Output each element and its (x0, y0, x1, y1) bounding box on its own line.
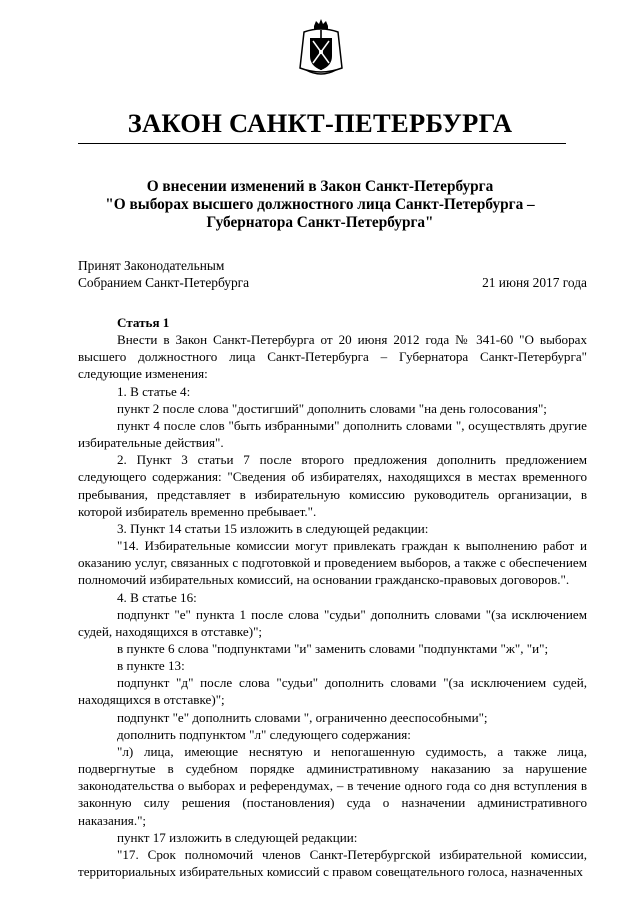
subtitle-line: О внесении изменений в Закон Санкт-Петербурга (146, 178, 494, 195)
paragraph: пункт 2 после слова "достигший" дополнить словами "на день голосования"; (117, 400, 547, 416)
article-body (78, 314, 587, 880)
paragraph: пункт 4 после слов "быть избранными" дополнить словами ", осуществлять другие избирательные действия". (78, 417, 587, 451)
paragraph: подпункт "д" после слова "судьи" дополнить словами "(за исключением судей, находящихся в отставке)"; (78, 675, 587, 708)
adoption-date: 21 июня 2017 года (482, 275, 587, 290)
article-heading: Статья 1 (117, 315, 170, 330)
law-title: ЗАКОН САНКТ-ПЕТЕРБУРГА (127, 108, 513, 138)
paragraph: Внести в Закон Санкт-Петербурга от 20 июня 2012 года № 341-60 "О выборах высшего должностного лица Санкт-Петербурга – Губернатора Санкт-Петербурга" следующие изменения: (78, 332, 587, 382)
paragraph: "14. Избирательные комиссии могут привлекать граждан к выполнению работ и оказанию услуг, связанных с подготовкой и проведением выборов, а также с обеспечением полномочий избирательных комиссий, на основании гражданско-правовых договоров.". (78, 538, 587, 588)
adoption-body (78, 257, 249, 291)
adoption-line: Собранием Санкт-Петербурга (78, 275, 250, 290)
paragraph: подпункт "е" пункта 1 после слова "судьи" дополнить словами "(за исключением судей, находящихся в отставке)"; (78, 606, 587, 639)
paragraph: "л) лица, имеющие неснятую и непогашенную судимость, а также лица, подвергнутые в судебном порядке административному наказанию за нарушение законодательства о выборах и референдумах, – в течение одного года со дня вступления в законную силу решения (постановления) суда о назначении административного наказания."; (78, 743, 587, 828)
law-subtitle (0, 178, 640, 232)
paragraph: дополнить подпунктом "л" следующего содержания: (117, 726, 411, 742)
paragraph: "17. Срок полномочий членов Санкт-Петербургской избирательной комиссии, территориальных избирательных комиссий с правом совещательного голоса, назначенных (78, 846, 587, 879)
paragraph: пункт 17 изложить в следующей редакции: (117, 829, 358, 845)
title-divider (78, 143, 566, 144)
adoption-line: Принят Законодательным (78, 258, 225, 273)
paragraph: 3. Пункт 14 статьи 15 изложить в следующей редакции: (117, 520, 429, 536)
coat-of-arms-icon (296, 18, 346, 78)
paragraph: 2. Пункт 3 статьи 7 после второго предложения дополнить предложением следующего содержания: "Сведения об избирателях, находящихся в местах временного пребывания, представляет в избирательную комиссию руководитель организации, в которой избиратель временно пребывает.". (78, 452, 587, 519)
paragraph: в пункте 6 слова "подпунктами "и" заменить словами "подпунктами "ж", "и"; (117, 640, 549, 656)
paragraph: подпункт "е" дополнить словами ", ограниченно дееспособными"; (117, 709, 488, 725)
subtitle-line: "О выборах высшего должностного лица Санкт-Петербурга – (105, 196, 535, 213)
subtitle-line: Губернатора Санкт-Петербурга" (206, 214, 434, 231)
paragraph: 4. В статье 16: (117, 589, 197, 605)
paragraph: 1. В статье 4: (117, 383, 191, 399)
paragraph: в пункте 13: (117, 658, 185, 674)
